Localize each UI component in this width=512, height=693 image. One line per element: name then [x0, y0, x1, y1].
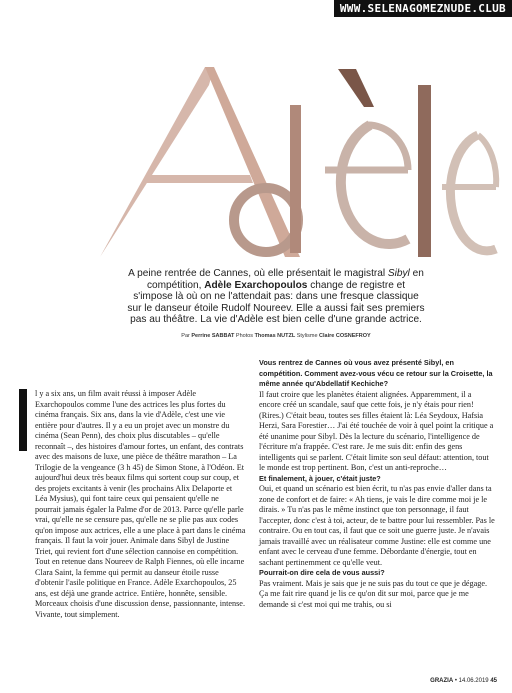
letter-e2	[442, 135, 496, 251]
page-footer: GRAZIA • 14.06.2019 45	[430, 678, 497, 684]
answer-2: Oui, et quand un scénario est bien écrit, tu n'as pas envie d'aller dans ta zone de confort et de faire: « Ah tiens, je vais le dire comme moi je le dirais. » Tu n'as pas le même instinct que ton personnage, il faut l'accepter, donc c'est à toi, acteur, de te battre pour lui ressembler. Pas le contraire. Ou en tout cas, il faut que ce soit une guerre juste. Je n'avais jamais travaillé avec un réalisateur comme Justine: elle est comme une enfant avec le cerveau d'une femme. Débordante d'énergie, tout en sachant pertinemment ce qu'elle veut.	[259, 484, 495, 567]
article-body: l y a six ans, un film avait réussi à imposer Adèle Exarchopoulos comme l'une des actrices les plus fortes du cinéma français. Six ans, dans la vie d'Adèle, c'est une vie entière pour d'autres. Il y a eu un projet avec un monstre du cinéma (Sean Penn), des choix plus discutables – qu'elle reconnaît –, des histoires d'amour fortes, un enfant, des contrats avec des maisons de luxe, une pièce de théâtre marathon – La Trilogie de la vengeance (3 h 45) de Simon Stone, à l'Odéon. Et aujourd'hui deux très beaux films qui sortent coup sur coup, et des projets excitants à venir (les prochains Alix Delaporte et Léa Mysius), qui font taire ceux qui pensaient qu'elle ne pourrait jamais égaler la Palme d'or de 2013. Parce qu'elle parle vrai, qu'elle ne se censure pas, qu'elle ne se plie pas aux codes qu'on impose aux actrices, elle a une place à part dans le cinéma français. Il faut la voir jouer. Animale dans Sibyl de Justine Triet, qui revient fort d'une sélection cannoise en compétition. Tout en retenue dans Noureev de Ralph Fiennes, où elle incarne Clara Saint, la femme qui permit au danseur étoile russe d'obtenir l'asile politique en France. Adèle Exarchopoulos, 25 ans, est déjà une grande actrice. Entière, honnête, sensible. Morceaux choisis d'une discussion dense, passionnante, intense. Vivante, tout simplement.	[35, 389, 246, 619]
accent-grave	[338, 69, 374, 107]
watermark: WWW.SELENAGOMEZNUDE.CLUB	[334, 0, 512, 17]
question-1: Vous rentrez de Cannes où vous avez présenté Sibyl, en compétition. Comment avez-vous vécu ce retour sur la Croisette, la même année qu'Abdellatif Kechiche?	[259, 358, 493, 388]
interview-column	[259, 358, 495, 610]
letter-l	[418, 85, 431, 257]
answer-1: Il faut croire que les planètes étaient alignées. Apparemment, il a encore créé un scandale, sauf que cette fois, je n'y étais pour rien! (Rires.) C'était beau, toutes ses filles étaient là: Léa Seydoux, Hafsia Herzi, Sara Forestier… J'ai été touchée de voir à quel point la critique a été unanime pour Sibyl. Dès la lecture du scénario, l'intelligence de l'écriture m'a frappée. C'est rare. Je me suis dit: enfin des gens intelligents qui se parlent. C'était limite son seul défaut: attention, tout le monde est trop pertinent. Bon, c'est un anti-reproche…	[259, 389, 494, 472]
letter-a	[100, 67, 300, 257]
intro-paragraph: A peine rentrée de Cannes, où elle présentait le magistral Sibyl en compétition, Adèle Exarchopoulos change de registre et s'impose là où on ne l'attendait pas: dans une fresque classique sur le danseur étoile Rudolf Noureev. Elle a aussi fait ses premiers pas au théâtre. La vie d'Adèle est bien celle d'une grande actrice.	[127, 268, 425, 325]
byline: Par Perrine SABBAT Photos Thomas NUTZL Stylisme Claire COSNEFROY	[181, 333, 371, 339]
letter-e1	[325, 125, 408, 244]
title-lettering	[0, 25, 512, 270]
answer-3: Pas vraiment. Mais je sais que je ne suis pas du tout ce que je dégage. Ça me fait rire quand je lis ce qu'on dit sur moi, parce que je me demande si c'est moi qui me trahis, ou si	[259, 578, 488, 609]
question-3: Pourrait-on dire cela de vous aussi?	[259, 568, 385, 577]
left-column	[19, 389, 246, 620]
question-2: Et finalement, à jouer, c'était juste?	[259, 473, 381, 483]
